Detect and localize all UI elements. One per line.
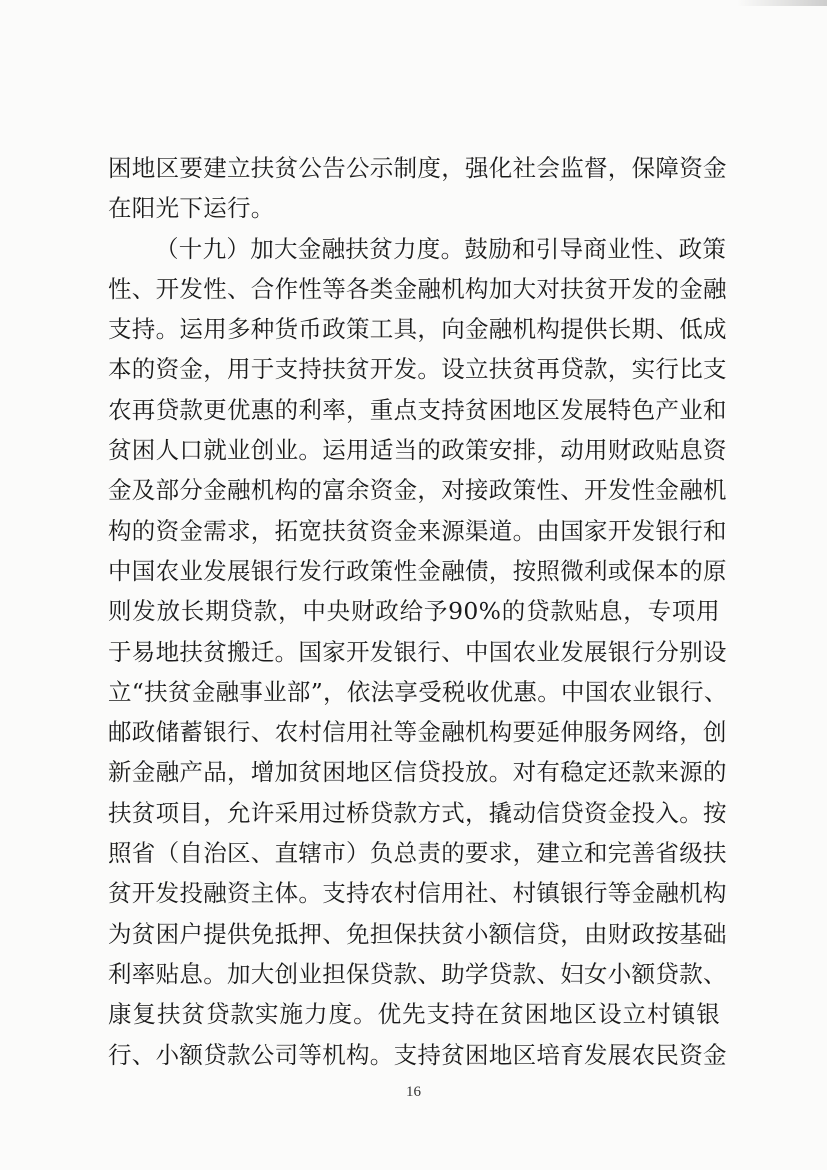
text-line: 立“扶贫金融事业部”，依法享受税收优惠。中国农业银行、	[108, 677, 728, 706]
page-number: 16	[406, 1084, 421, 1100]
text-line: 于易地扶贫搬迁。国家开发银行、中国农业发展银行分别设	[108, 637, 727, 666]
text-line: 困地区要建立扶贫公告公示制度，强化社会监督，保障资金	[108, 154, 727, 182]
text-line: 构的资金需求，拓宽扶贫资金来源渠道。由国家开发银行和	[108, 516, 727, 545]
section-heading-line: （十九）加大金融扶贫力度。鼓励和引导商业性、政策	[155, 234, 727, 263]
text-line: 为贫困户提供免抵押、免担保扶贫小额信贷，由财政按基础	[108, 919, 727, 948]
text-line: 本的资金，用于支持扶贫开发。设立扶贫再贷款，实行比支	[108, 355, 727, 384]
text-line: 贫开发投融资主体。支持农村信用社、村镇银行等金融机构	[108, 879, 727, 908]
text-line: 扶贫项目，允许采用过桥贷款方式，撬动信贷资金投入。按	[108, 798, 727, 827]
text-line: 则发放长期贷款，中央财政给予90%的贷款贴息，专项用	[108, 597, 720, 626]
text-line: 支持。运用多种货币政策工具，向金融机构提供长期、低成	[108, 315, 727, 344]
scan-edge-mark	[737, 0, 827, 6]
text-line: 行、小额贷款公司等机构。支持贫困地区培育发展农民资金	[108, 1040, 727, 1069]
text-line: 中国农业发展银行发行政策性金融债，按照微利或保本的原	[108, 556, 727, 585]
text-line: 金及部分金融机构的富余资金，对接政策性、开发性金融机	[108, 476, 727, 505]
text-line: 贫困人口就业创业。运用适当的政策安排，动用财政贴息资	[108, 436, 727, 465]
text-line: 邮政储蓄银行、农村信用社等金融机构要延伸服务网络，创	[108, 718, 727, 747]
text-line: 在阳光下运行。	[108, 194, 275, 223]
text-line: 新金融产品，增加贫困地区信贷投放。对有稳定还款来源的	[108, 758, 727, 787]
text-line: 农再贷款更优惠的利率，重点支持贫困地区发展特色产业和	[108, 395, 727, 424]
text-line: 康复扶贫贷款实施力度。优先支持在贫困地区设立村镇银	[108, 1000, 720, 1029]
text-line: 照省（自治区、直辖市）负总责的要求，建立和完善省级扶	[108, 839, 727, 868]
text-line: 性、开发性、合作性等各类金融机构加大对扶贫开发的金融	[108, 274, 727, 303]
body-text	[108, 148, 728, 1075]
text-line: 利率贴息。加大创业担保贷款、助学贷款、妇女小额贷款、	[108, 959, 727, 988]
